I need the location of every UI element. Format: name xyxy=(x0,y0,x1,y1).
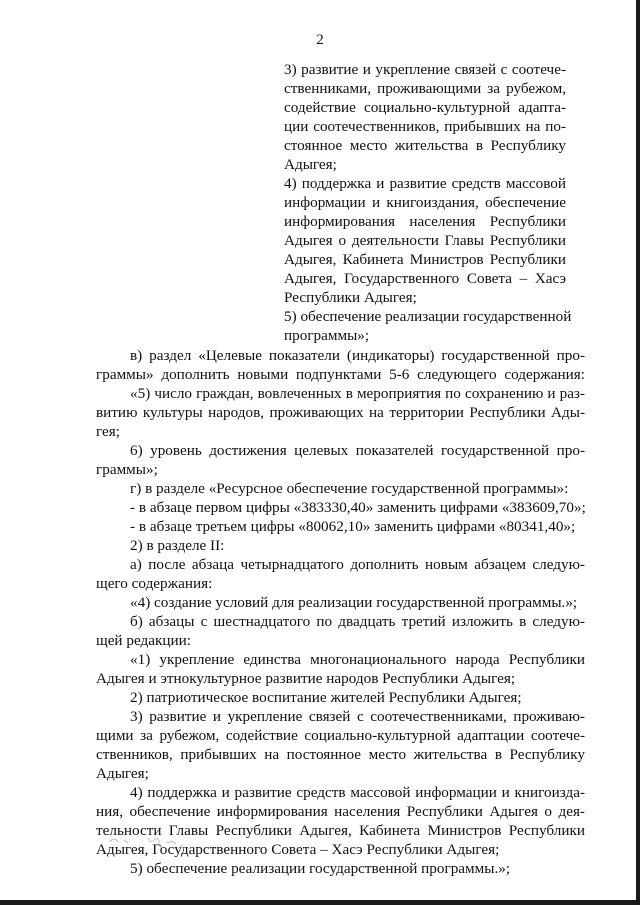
body-line: - в абзаце первом цифры «383330,40» заменить цифрами «383609,70»; xyxy=(130,499,586,516)
body-line: «4) создание условий для реализации государственной программы.»; xyxy=(130,594,578,611)
right-line: Адыгея, Государственного Совета – Хасэ xyxy=(284,270,566,287)
body-line: б) абзацы с шестнадцатого по двадцать третий изложить в следую- xyxy=(130,613,585,630)
body-line: тельности Главы Республики Адыгея, Кабинета Министров Республики xyxy=(96,822,585,839)
right-line: программы»; xyxy=(284,327,370,344)
scan-smudge-marks xyxy=(108,830,218,852)
body-line: г) в разделе «Ресурсное обеспечение государственной программы»: xyxy=(130,480,569,497)
right-line: ции соотечественников, прибывших на по- xyxy=(284,118,566,135)
body-line: 4) поддержка и развитие средств массовой информации и книгоизда- xyxy=(130,784,585,801)
body-line: щего содержания: xyxy=(96,575,213,592)
right-line: Адыгея, Кабинета Министров Республики xyxy=(284,251,566,268)
body-line: Адыгея, Государственного Совета – Хасэ Республики Адыгея; xyxy=(96,841,500,858)
body-line: граммы» дополнить новыми подпунктами 5-6 следующего содержания: xyxy=(96,366,585,383)
page-number: 2 xyxy=(316,32,324,48)
body-line: щей редакции: xyxy=(96,632,191,649)
right-line: Республики Адыгея; xyxy=(284,289,417,306)
body-line: в) раздел «Целевые показатели (индикаторы) государственной про- xyxy=(130,347,585,364)
body-line: витию культуры народов, проживающих на территории Республики Ады- xyxy=(96,404,585,421)
right-line: 5) обеспечение реализации государственной xyxy=(284,308,572,325)
body-line: а) после абзаца четырнадцатого дополнить новым абзацем следую- xyxy=(130,556,585,573)
right-line: содействие социально-культурной адапта- xyxy=(284,99,566,116)
body-line: 2) в разделе II: xyxy=(130,537,225,554)
body-line: 2) патриотическое воспитание жителей Республики Адыгея; xyxy=(130,689,522,706)
body-line: - в абзаце третьем цифры «80062,10» заменить цифрами «80341,40»; xyxy=(130,518,576,535)
body-line: 3) развитие и укрепление связей с соотечественниками, проживаю- xyxy=(130,708,585,725)
right-line: ственниками, проживающими за рубежом, xyxy=(284,80,566,97)
body-line: «5) число граждан, вовлеченных в мероприятия по сохранению и раз- xyxy=(130,385,585,402)
body-line: Адыгея; xyxy=(96,765,149,782)
body-line: ния, обеспечение информирования населения Республики Адыгея о дея- xyxy=(96,803,585,820)
right-line: 4) поддержка и развитие средств массовой xyxy=(284,175,566,192)
right-line: информирования населения Республики xyxy=(284,213,566,230)
right-line: информации и книгоиздания, обеспечение xyxy=(284,194,566,211)
body-line: «1) укрепление единства многонационального народа Республики xyxy=(130,651,585,668)
body-line: гея; xyxy=(96,423,120,440)
right-line: стоянное место жительства в Республику xyxy=(284,137,566,154)
body-line: Адыгея и этнокультурное развитие народов Республики Адыгея; xyxy=(96,670,516,687)
body-line: граммы»; xyxy=(96,461,158,478)
scan-border-right xyxy=(636,0,640,905)
body-line: ственников, прибывших на постоянное место жительства в Республику xyxy=(96,746,585,763)
right-line: 3) развитие и укрепление связей с соотече- xyxy=(284,61,566,78)
right-line: Адыгея; xyxy=(284,156,337,173)
body-line: 5) обеспечение реализации государственной программы.»; xyxy=(130,860,511,877)
scan-border-bottom xyxy=(0,900,640,905)
right-line: Адыгея о деятельности Главы Республики xyxy=(284,232,566,249)
body-line: щими за рубежом, содействие социально-культурной адаптации соотече- xyxy=(96,727,585,744)
body-line: 6) уровень достижения целевых показателей государственной про- xyxy=(130,442,585,459)
